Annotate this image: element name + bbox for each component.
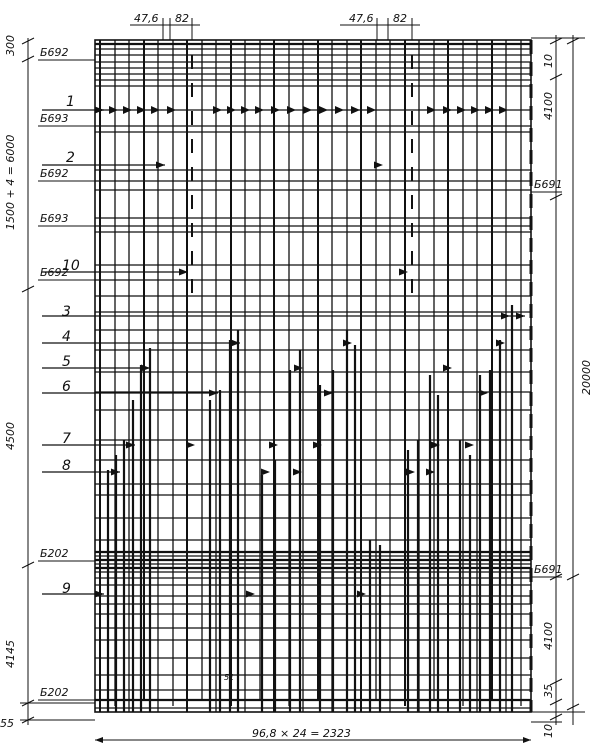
label-b202-2: Б202 xyxy=(40,686,69,699)
arrow-1-head xyxy=(303,106,312,114)
callout-5: 5 xyxy=(62,354,71,370)
left-dim-55: 55 xyxy=(0,717,14,730)
callout-8: 8 xyxy=(62,458,71,474)
top-dim-82-right: 82 xyxy=(393,12,407,25)
arrow-8-head xyxy=(261,469,270,476)
left-dimension-ticks xyxy=(20,38,95,723)
arrow-1-head xyxy=(367,106,376,114)
right-dim-10-top: 10 xyxy=(542,54,555,68)
callout-7: 7 xyxy=(62,431,71,447)
small-mark-51: 51 xyxy=(224,673,235,682)
label-b692-1: Б692 xyxy=(40,46,69,59)
label-b692-2: Б692 xyxy=(40,167,69,180)
bottom-dim-total: 96,8 × 24 = 2323 xyxy=(252,727,351,740)
left-dim-300: 300 xyxy=(4,35,17,56)
arrow-1-head xyxy=(213,106,222,114)
callout-9: 9 xyxy=(62,581,71,597)
arrow-1-head xyxy=(319,106,328,114)
arrow-1-head xyxy=(109,106,118,114)
callout-4: 4 xyxy=(62,329,71,345)
arrow-1-head xyxy=(457,106,466,114)
arrow-1-head xyxy=(167,106,176,114)
right-dim-4100-top: 4100 xyxy=(542,92,555,120)
arrow-1-head xyxy=(123,106,132,114)
arrow-1-head xyxy=(351,106,360,114)
vertical-bars xyxy=(100,40,521,712)
arrow-1-head xyxy=(271,106,280,114)
label-b202-1: Б202 xyxy=(40,547,69,560)
left-dim-4500: 4500 xyxy=(4,422,17,450)
top-dim-47-6-right: 47,6 xyxy=(349,12,374,25)
callout-10: 10 xyxy=(62,258,80,274)
top-dim-47-6-left: 47,6 xyxy=(134,12,159,25)
arrow-8-head xyxy=(406,469,415,476)
right-dim-20000: 20000 xyxy=(580,360,593,395)
label-b693-2: Б693 xyxy=(40,212,69,225)
arrow-2-head xyxy=(374,162,383,169)
callout-6: 6 xyxy=(62,379,71,395)
arrow-6-head xyxy=(479,390,488,397)
left-dim-4145: 4145 xyxy=(4,640,17,668)
label-b691-2: Б691 xyxy=(534,563,563,576)
label-b693-1: Б693 xyxy=(40,112,69,125)
arrow-1-head xyxy=(471,106,480,114)
horizontal-bars xyxy=(95,44,531,708)
callout-3: 3 xyxy=(62,304,71,320)
arrow-5-head xyxy=(141,365,150,372)
label-b692-3: Б692 xyxy=(40,266,69,279)
label-b691-1: Б691 xyxy=(534,178,563,191)
right-dimension-lines xyxy=(531,35,585,725)
left-dim-6000: 1500 + 4 = 6000 xyxy=(4,134,17,230)
arrow-5-head xyxy=(294,365,303,372)
arrow-1-head xyxy=(335,106,344,114)
top-dimension-lines xyxy=(130,18,420,40)
cage-outline xyxy=(95,40,531,712)
arrow-2-head xyxy=(156,162,165,169)
callout-1: 1 xyxy=(66,94,75,110)
right-dim-35: 35 xyxy=(542,684,555,698)
arrow-7-head xyxy=(186,442,195,449)
right-dim-10-bottom: 10 xyxy=(542,724,555,738)
right-dim-4100-bottom: 4100 xyxy=(542,622,555,650)
arrow-10-head xyxy=(399,269,408,276)
callout-2: 2 xyxy=(66,150,75,166)
arrow-1-head xyxy=(287,106,296,114)
arrow-7-head xyxy=(465,442,474,449)
top-dim-82-left: 82 xyxy=(175,12,189,25)
